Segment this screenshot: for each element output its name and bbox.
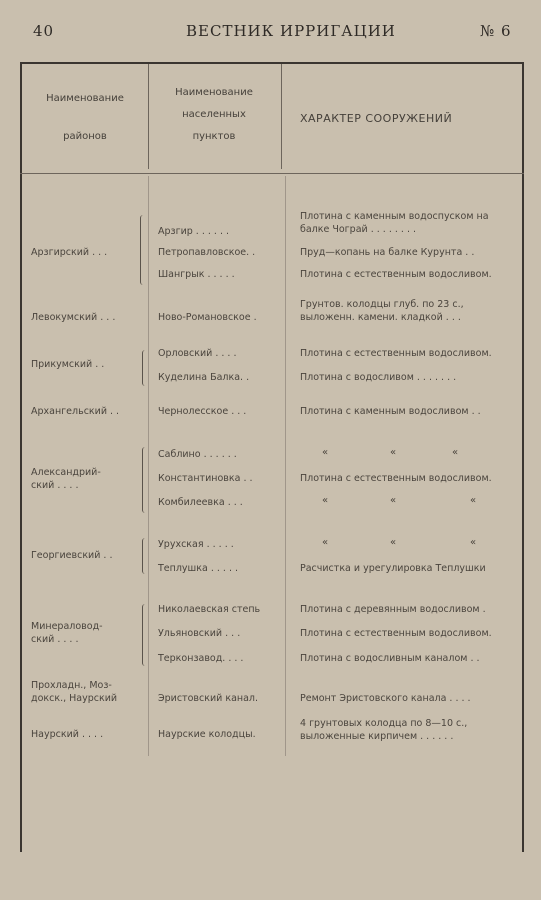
ditto-mark: « (390, 537, 397, 548)
region-name: ский . . . . (31, 480, 79, 491)
column-divider (148, 64, 149, 169)
col-header-settlements: Наименование населенных пунктов (175, 87, 253, 142)
structure-description: Плотина с деревянным водосливом . (300, 604, 486, 615)
settlement-name: Саблино . . . . . . (158, 449, 237, 460)
settlement-name: Чернолесское . . . (158, 406, 247, 417)
structure-description: 4 грунтовых колодца по 8—10 с., (300, 718, 468, 729)
region-name: ский . . . . (31, 634, 79, 645)
ditto-mark: « (390, 495, 397, 506)
ditto-mark: « (470, 537, 477, 548)
settlement-name: Шангрык . . . . . (158, 269, 235, 280)
settlement-name: Петропавловское. . (158, 247, 256, 258)
table-top-border (20, 62, 524, 64)
region-name: докск., Наурский (31, 693, 118, 704)
column-divider (285, 176, 286, 756)
region-name: Прохладн., Моз- (31, 680, 112, 691)
ditto-mark: « (390, 447, 397, 458)
settlement-name: Терконзавод. . . . (158, 653, 244, 664)
group-brace (142, 538, 148, 574)
ditto-mark: « (322, 495, 329, 506)
structure-description: Плотина с каменным водоспуском на (300, 211, 489, 222)
ditto-mark: « (452, 447, 459, 458)
structure-description: Плотина с естественным водосливом. (300, 348, 492, 359)
structure-description: выложенные кирпичем . . . . . . (300, 731, 454, 742)
group-brace (140, 215, 146, 285)
structure-description: Пруд—копань на балке Курунта . . (300, 247, 475, 258)
settlement-name: Орловский . . . . (158, 348, 237, 359)
structure-description: Плотина с водосливным каналом . . (300, 653, 480, 664)
header-divider (20, 173, 524, 174)
structure-description: Плотина с каменным водосливом . . (300, 406, 481, 417)
settlement-name: Ульяновский . . . (158, 628, 241, 639)
structure-description: Плотина с естественным водосливом. (300, 269, 492, 280)
region-name: Александрий- (31, 467, 101, 478)
table-right-border (522, 62, 524, 852)
column-divider (148, 176, 149, 756)
structure-description: Плотина с естественным водосливом. (300, 473, 492, 484)
ditto-mark: « (322, 537, 329, 548)
ditto-mark: « (322, 447, 329, 458)
col-header-regions: Наименование районов (46, 93, 124, 142)
group-brace (142, 604, 148, 666)
region-name: Георгиевский . . (31, 550, 113, 561)
settlement-name: Теплушка . . . . . (158, 563, 239, 574)
region-name: Арзгирский . . . (31, 247, 108, 258)
region-name: Прикумский . . (31, 359, 105, 370)
region-name: Наурский . . . . (31, 729, 104, 740)
group-brace (142, 447, 148, 513)
settlement-name: Ново-Романовское . (158, 312, 257, 323)
col-header-structures: ХАРАКТЕР СООРУЖЕНИЙ (300, 112, 453, 125)
column-divider (281, 64, 282, 169)
settlement-name: Эристовский канал. (158, 693, 259, 704)
structure-description: Расчистка и урегулировка Теплушки (300, 563, 486, 574)
issue-number: № 6 (480, 22, 512, 40)
ditto-mark: « (470, 495, 477, 506)
region-name: Левокумский . . . (31, 312, 116, 323)
structure-description: балке Чограй . . . . . . . . (300, 224, 417, 235)
page-number: 40 (33, 22, 55, 40)
group-brace (142, 350, 148, 386)
settlement-name: Николаевская степь (158, 604, 261, 615)
region-name: Минераловод- (31, 621, 103, 632)
settlement-name: Арзгир . . . . . . (158, 226, 230, 237)
structure-description: Ремонт Эристовского канала . . . . (300, 693, 471, 704)
settlement-name: Куделина Балка. . (158, 372, 250, 383)
settlement-name: Наурские колодцы. (158, 729, 256, 740)
structure-description: выложенн. камени. кладкой . . . (300, 312, 461, 323)
region-name: Архангельский . . (31, 406, 120, 417)
structure-description: Плотина с естественным водосливом. (300, 628, 492, 639)
settlement-name: Константиновка . . (158, 473, 253, 484)
table-left-border (20, 62, 22, 852)
settlement-name: Комбилеевка . . . (158, 497, 243, 508)
structure-description: Грунтов. колодцы глуб. по 23 с., (300, 299, 464, 310)
journal-title: ВЕСТНИК ИРРИГАЦИИ (186, 22, 396, 40)
structure-description: Плотина с водосливом . . . . . . . (300, 372, 457, 383)
settlement-name: Урухская . . . . . (158, 539, 234, 550)
